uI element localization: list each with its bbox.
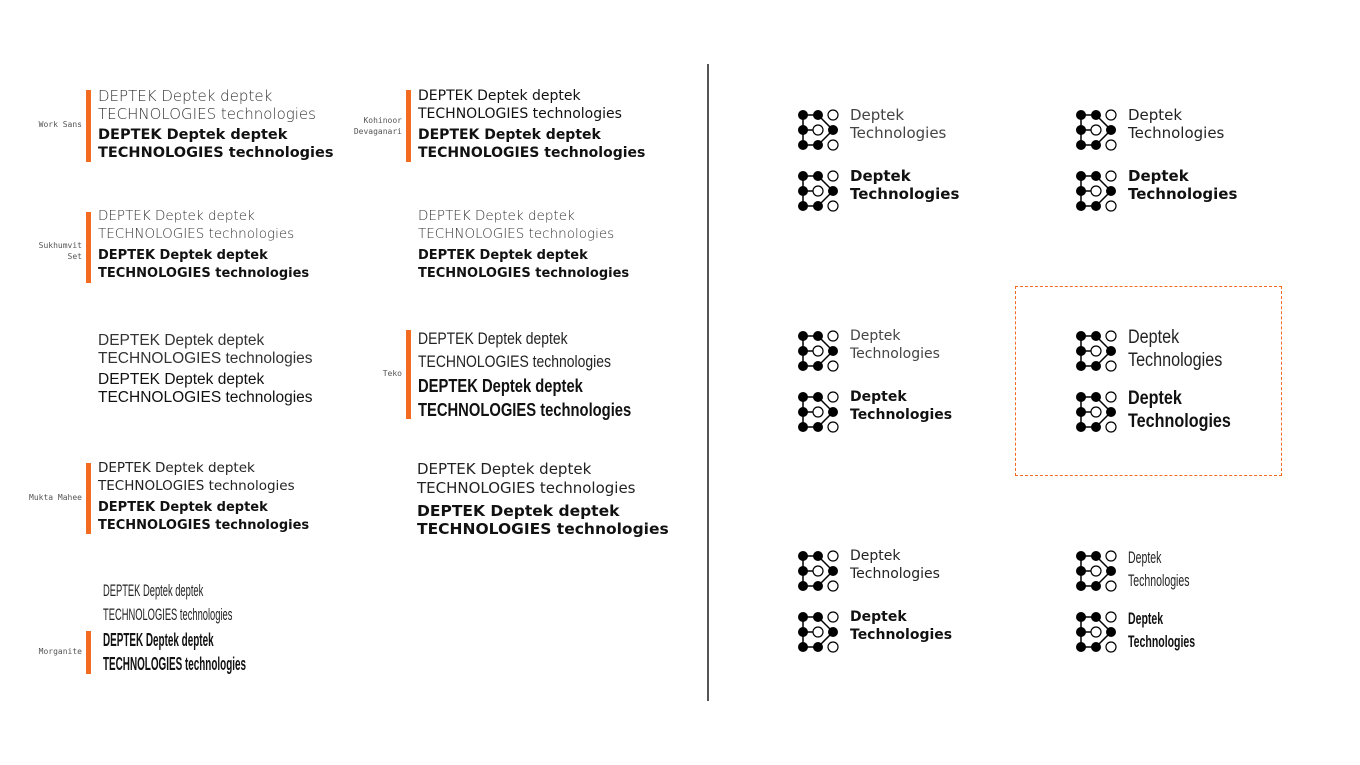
specimen-line: DEPTEK Deptek deptek: [98, 500, 268, 515]
font-label-mukta-mahee: Mukta Mahee: [29, 493, 82, 502]
specimen-line: DEPTEK Deptek deptek: [98, 248, 268, 263]
logo-wordmark: Deptek Technologies: [850, 106, 947, 142]
specimen-line: TECHNOLOGIES technologies: [98, 518, 310, 533]
specimen-line: DEPTEK Deptek deptek: [103, 581, 204, 600]
font-label-kohinoor: Kohinoor Devaganari: [353, 116, 402, 136]
deptek-logo-mark-icon: [1075, 611, 1119, 655]
deptek-logo-mark-icon: [1075, 109, 1119, 153]
column-divider: [707, 64, 709, 701]
deptek-logo-mark-icon: [797, 330, 841, 374]
specimen-line: DEPTEK Deptek deptek: [418, 88, 581, 104]
logo-wordmark: Deptek Technologies: [1128, 609, 1196, 651]
specimen-line: DEPTEK Deptek deptek: [418, 329, 568, 348]
logo-wordmark: Deptek Technologies: [1128, 388, 1231, 432]
specimen-line: TECHNOLOGIES technologies: [418, 266, 630, 281]
font-label-work-sans: Work Sans: [38, 120, 82, 129]
specimen-line: DEPTEK Deptek deptek: [98, 87, 273, 105]
font-label-morganite: Morganite: [38, 647, 82, 656]
font-label-teko: Teko: [382, 369, 402, 378]
specimen-line: TECHNOLOGIES technologies: [98, 478, 295, 494]
specimen-line: DEPTEK Deptek deptek: [418, 376, 583, 396]
specimen-line: TECHNOLOGIES technologies: [418, 226, 615, 242]
logo-wordmark: Deptek Technologies: [850, 609, 953, 643]
specimen-line: TECHNOLOGIES technologies: [103, 605, 233, 624]
logo-wordmark: Deptek Technologies: [850, 548, 940, 582]
logo-wordmark: Deptek Technologies: [1128, 548, 1190, 590]
deptek-logo-mark-icon: [1075, 330, 1119, 374]
specimen-line: TECHNOLOGIES technologies: [98, 350, 313, 367]
specimen-line: TECHNOLOGIES technologies: [418, 145, 646, 161]
logo-wordmark: Deptek Technologies: [850, 328, 940, 362]
accent-bar: [86, 212, 91, 283]
logo-wordmark: Deptek Technologies: [1128, 327, 1223, 371]
specimen-line: DEPTEK Deptek deptek: [103, 630, 214, 650]
specimen-line: DEPTEK Deptek deptek: [418, 127, 601, 143]
logo-wordmark: Deptek Technologies: [1128, 167, 1238, 203]
specimen-line: TECHNOLOGIES technologies: [98, 145, 334, 161]
deptek-logo-mark-icon: [797, 170, 841, 214]
specimen-line: DEPTEK Deptek deptek: [98, 371, 265, 388]
specimen-line: DEPTEK Deptek deptek: [417, 460, 592, 478]
specimen-line: TECHNOLOGIES technologies: [98, 226, 295, 242]
specimen-line: TECHNOLOGIES technologies: [418, 352, 611, 371]
specimen-line: DEPTEK Deptek deptek: [98, 332, 265, 349]
accent-bar: [86, 90, 91, 162]
logo-wordmark: Deptek Technologies: [850, 167, 960, 203]
deptek-logo-mark-icon: [797, 109, 841, 153]
selected-option-frame: [1015, 286, 1282, 476]
specimen-line: TECHNOLOGIES technologies: [418, 106, 622, 122]
specimen-line: DEPTEK Deptek deptek: [98, 127, 288, 143]
specimen-line: DEPTEK Deptek deptek: [418, 248, 588, 263]
logo-wordmark: Deptek Technologies: [1128, 106, 1225, 142]
accent-bar: [406, 330, 411, 419]
specimen-line: DEPTEK Deptek deptek: [418, 208, 575, 224]
deptek-logo-mark-icon: [797, 391, 841, 435]
specimen-line: DEPTEK Deptek deptek: [98, 460, 255, 476]
deptek-logo-mark-icon: [1075, 550, 1119, 594]
specimen-line: TECHNOLOGIES technologies: [98, 105, 316, 123]
accent-bar: [86, 631, 91, 674]
deptek-logo-mark-icon: [1075, 391, 1119, 435]
accent-bar: [406, 90, 411, 162]
specimen-line: TECHNOLOGIES technologies: [98, 389, 313, 406]
specimen-line: TECHNOLOGIES technologies: [98, 266, 310, 281]
logo-wordmark: Deptek Technologies: [850, 389, 953, 423]
deptek-logo-mark-icon: [1075, 170, 1119, 214]
specimen-line: TECHNOLOGIES technologies: [418, 400, 632, 420]
specimen-line: DEPTEK Deptek deptek: [98, 208, 255, 224]
specimen-line: TECHNOLOGIES technologies: [417, 520, 669, 538]
font-label-sukhumvit: Sukhumvit Set: [38, 241, 82, 261]
deptek-logo-mark-icon: [797, 550, 841, 594]
specimen-line: DEPTEK Deptek deptek: [417, 502, 620, 520]
specimen-line: TECHNOLOGIES technologies: [103, 654, 247, 674]
deptek-logo-mark-icon: [797, 611, 841, 655]
specimen-line: TECHNOLOGIES technologies: [417, 479, 636, 497]
accent-bar: [86, 463, 91, 534]
